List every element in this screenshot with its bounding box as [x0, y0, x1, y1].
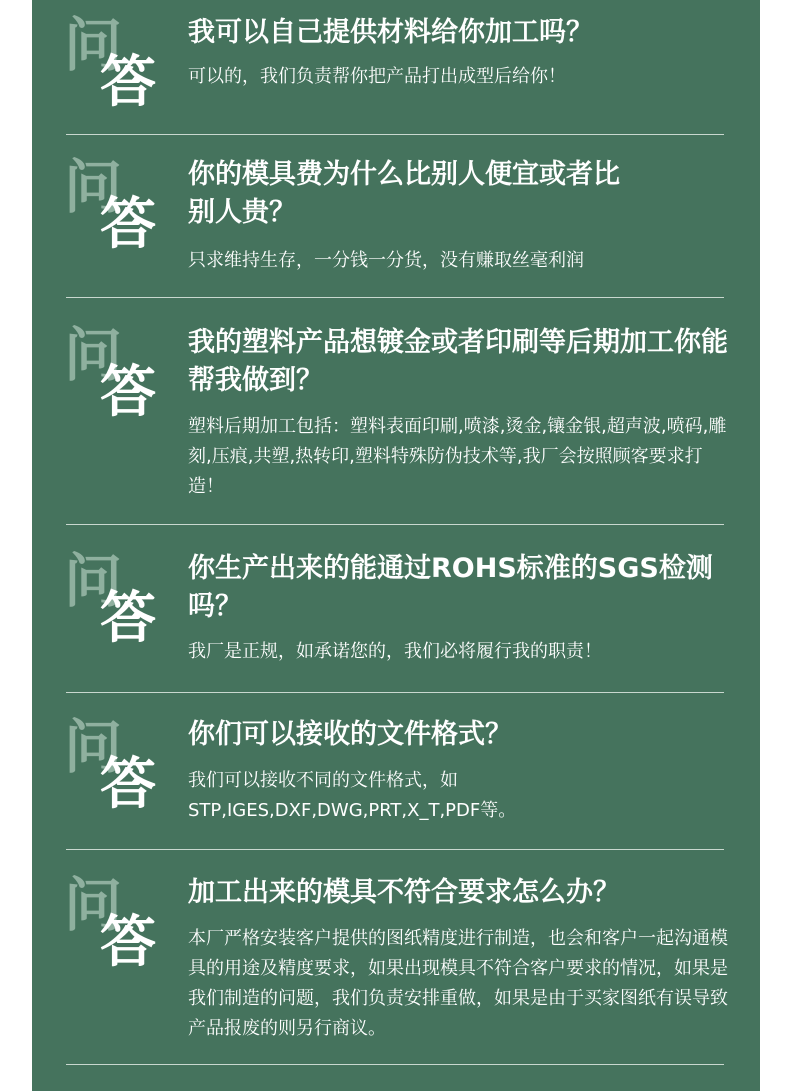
faq-panel	[32, 0, 760, 1091]
faq-question: 加工出来的模具不符合要求怎么办？	[188, 877, 620, 908]
wen-glyph: 问	[64, 871, 123, 939]
da-glyph: 答	[100, 910, 156, 975]
faq-question: 你们可以接收的文件格式？	[188, 719, 512, 750]
divider	[66, 849, 724, 850]
qa-badge-icon	[64, 321, 164, 430]
da-glyph: 答	[100, 752, 156, 817]
wen-glyph: 问	[64, 153, 123, 221]
faq-question: 我的塑料产品想镀金或者印刷等后期加工你能帮我做到？	[188, 327, 728, 396]
divider	[66, 692, 724, 693]
faq-answer: 塑料后期加工包括：塑料表面印刷,喷漆,烫金,镶金银,超声波,喷码,雕刻,压痕,共塑,热转印,塑料特殊防伪技术等,我厂会按照顾客要求打造！	[188, 416, 727, 497]
faq-answer: 只求维持生存，一分钱一分货，没有赚取丝毫利润	[188, 250, 584, 271]
faq-question: 你生产出来的能通过ROHS标准的SGS检测吗？	[188, 553, 713, 622]
da-glyph: 答	[100, 360, 156, 425]
wen-glyph: 问	[64, 11, 123, 79]
da-glyph: 答	[100, 586, 156, 651]
qa-badge-icon	[64, 547, 164, 656]
divider	[66, 297, 724, 298]
faq-answer: 本厂严格安装客户提供的图纸精度进行制造，也会和客户一起沟通模具的用途及精度要求，如果出现模具不符合客户要求的情况，如果是我们制造的问题，我们负责安排重做，如果是由于买家图纸有误导致产品报废的则另行商议。	[188, 928, 728, 1039]
faq-question: 你的模具费为什么比别人便宜或者比别人贵？	[188, 159, 620, 228]
da-glyph: 答	[100, 50, 156, 115]
divider	[66, 134, 724, 135]
wen-glyph: 问	[64, 713, 123, 781]
wen-glyph: 问	[64, 547, 123, 615]
divider	[66, 1064, 724, 1065]
qa-badge-icon	[64, 153, 164, 262]
faq-answer: 我厂是正规，如承诺您的，我们必将履行我的职责！	[188, 641, 602, 662]
wen-glyph: 问	[64, 321, 123, 389]
qa-badge-icon	[64, 871, 164, 980]
qa-badge-icon	[64, 713, 164, 822]
faq-question: 我可以自己提供材料给你加工吗？	[188, 17, 593, 48]
faq-answer: 我们可以接收不同的文件格式，如STP,IGES,DXF,DWG,PRT,X_T,PDF等。	[188, 770, 517, 821]
faq-answer: 可以的，我们负责帮你把产品打出成型后给你！	[188, 66, 566, 87]
qa-badge-icon	[64, 11, 164, 120]
divider	[66, 524, 724, 525]
da-glyph: 答	[100, 192, 156, 257]
